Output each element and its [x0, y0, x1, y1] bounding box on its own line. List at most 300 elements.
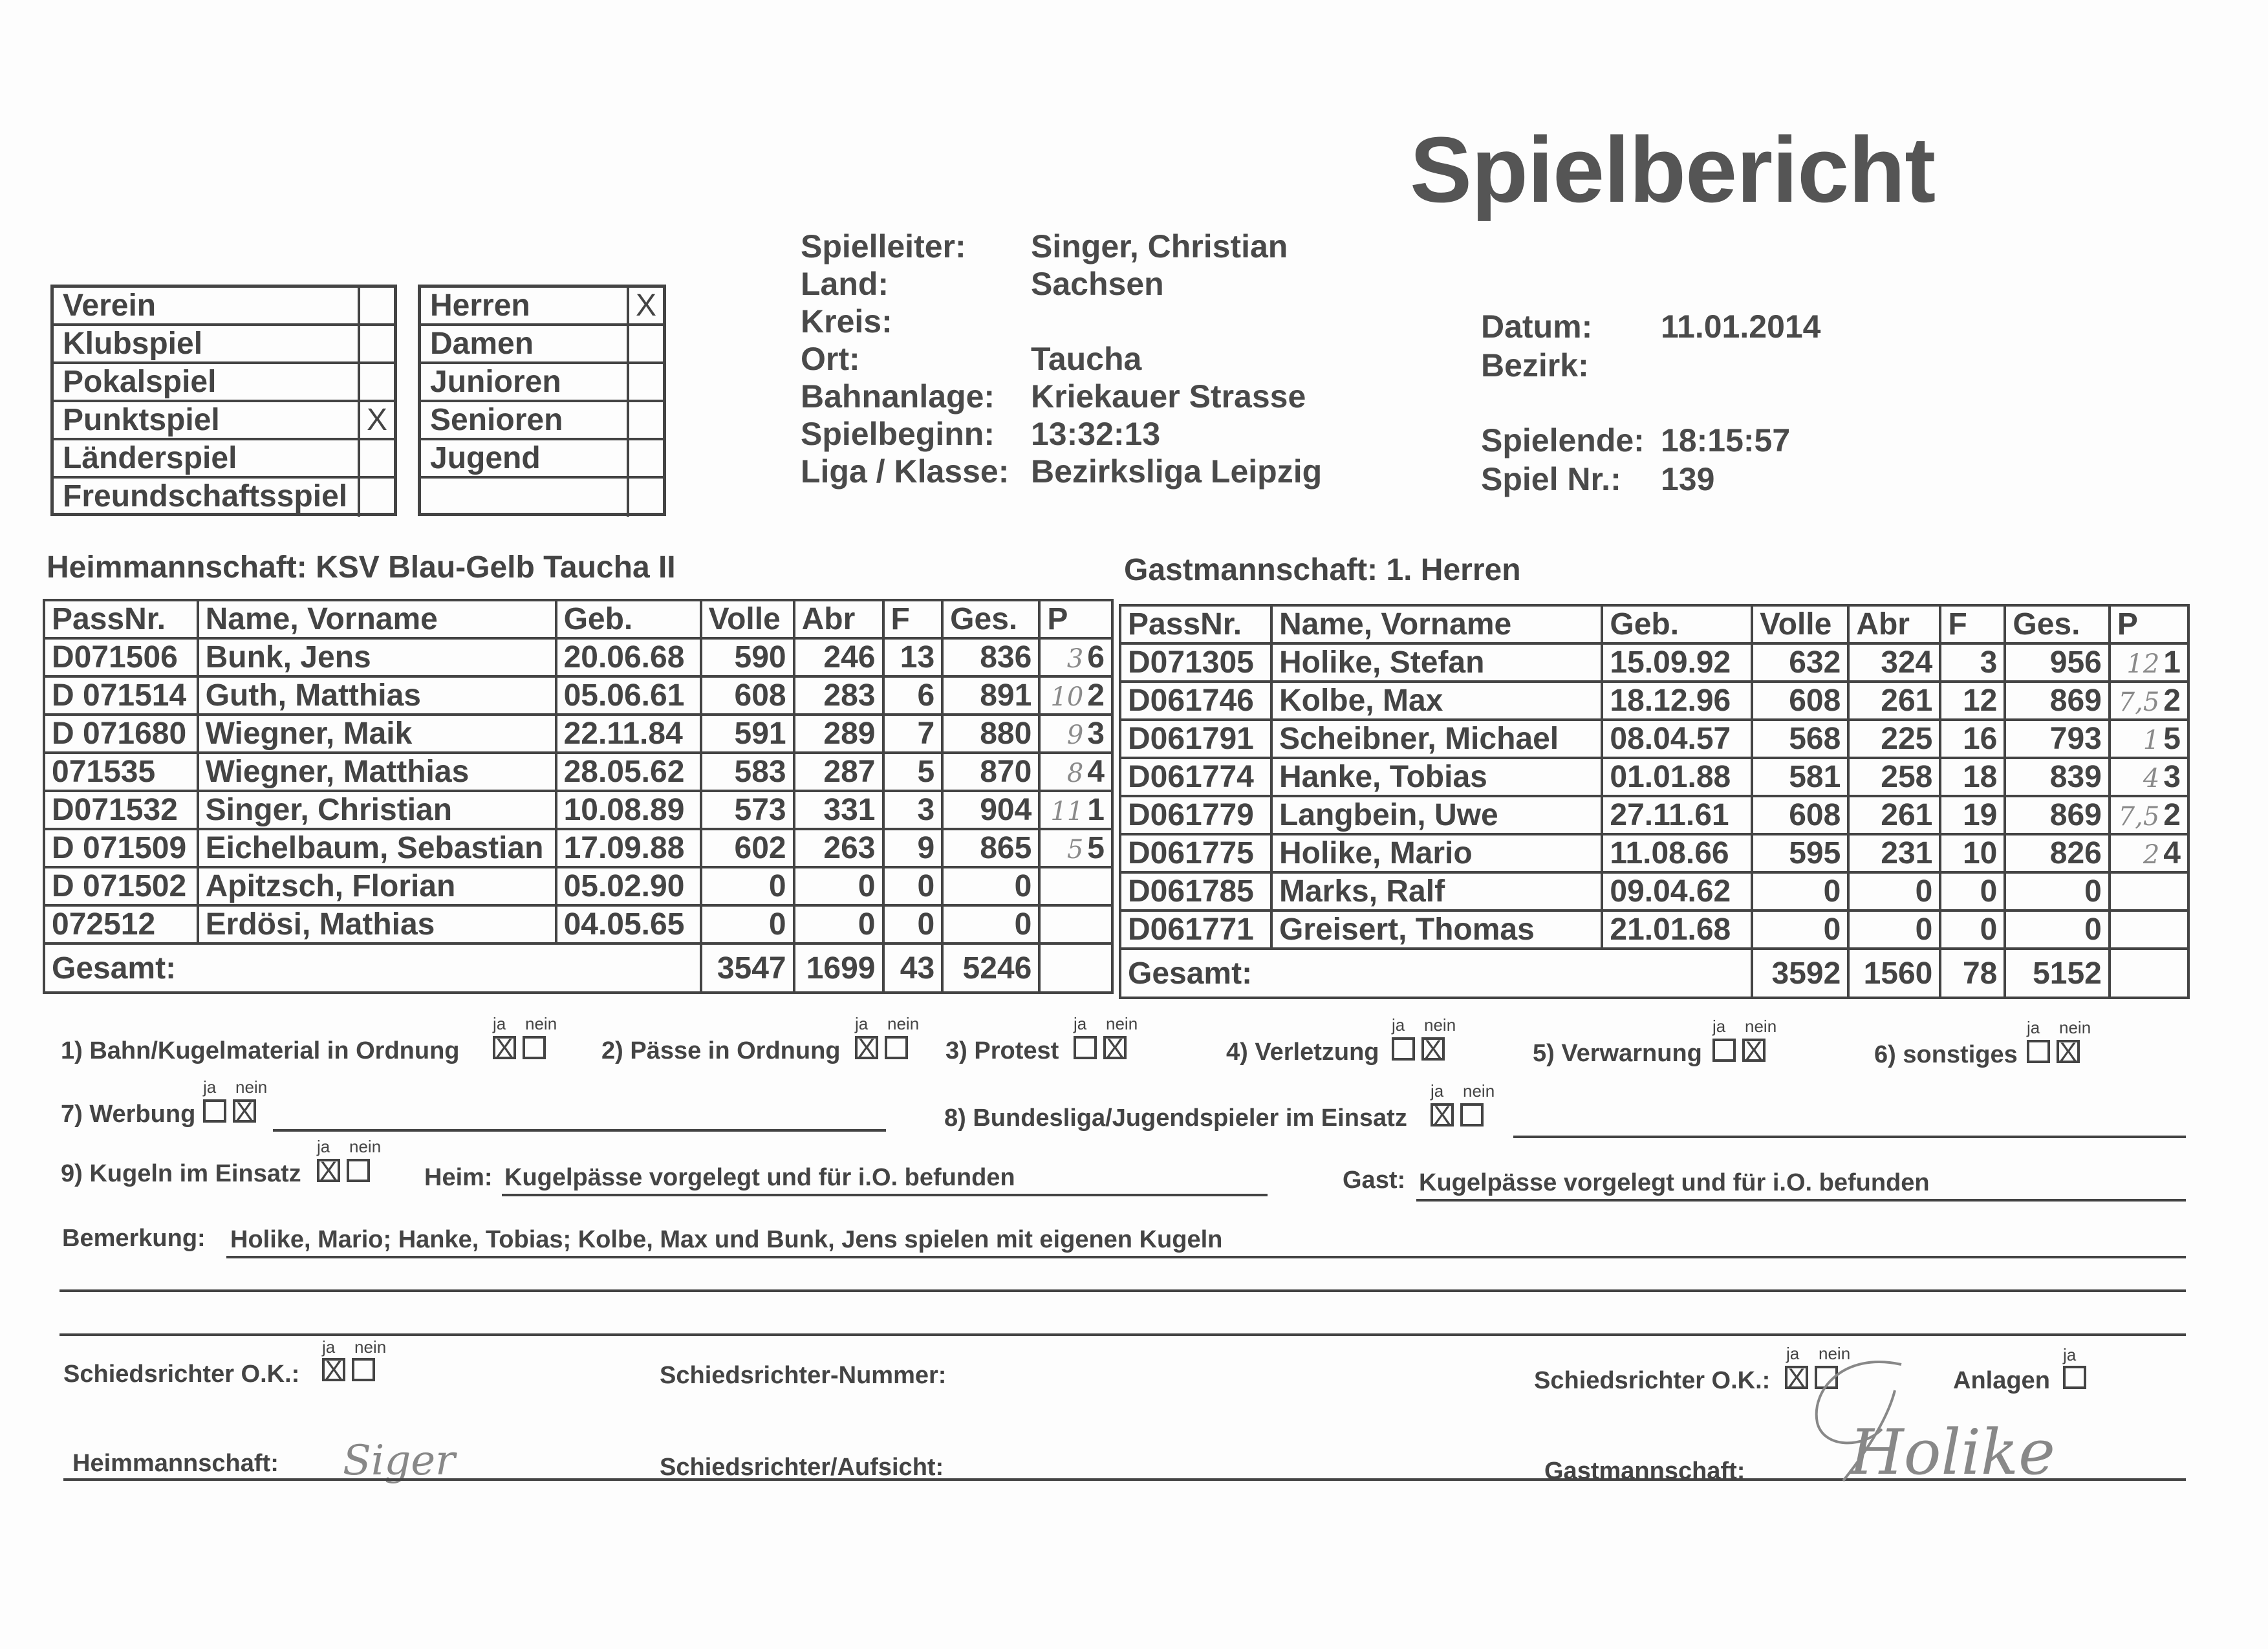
category-label: Senioren	[430, 403, 563, 437]
category-row	[421, 402, 663, 440]
cell-abr: 289	[794, 715, 883, 753]
cell-geb: 17.09.88	[556, 829, 701, 867]
cell-f: 19	[1940, 796, 2005, 834]
points-value: 2	[1087, 678, 1105, 713]
cell-ges: 956	[2005, 643, 2109, 682]
handwritten-points: 11	[1050, 797, 1084, 826]
cell-volle: 602	[701, 829, 794, 867]
handwritten-points: 8	[1066, 759, 1084, 788]
table-row	[1120, 643, 2188, 682]
cell-volle: 583	[701, 753, 794, 791]
bemerkung-line-2	[59, 1289, 2186, 1292]
cell-abr: 0	[1848, 911, 1940, 949]
cell-ges: 870	[942, 753, 1039, 791]
cell-geb: 22.11.84	[556, 715, 701, 753]
cell-geb: 11.08.66	[1602, 834, 1752, 872]
page-title: Spielbericht	[1410, 118, 1936, 222]
question-q5-nein-checkbox[interactable]: X	[1742, 1039, 1766, 1062]
question-q1-nein: nein	[525, 1014, 557, 1033]
cell-ges: 891	[942, 676, 1039, 715]
question-q1-ja-checkbox[interactable]: X	[493, 1036, 516, 1059]
match-type-checkbox[interactable]	[358, 440, 394, 476]
cell-p	[2110, 834, 2188, 872]
cell-abr: 263	[794, 829, 883, 867]
cell-p	[1039, 905, 1112, 943]
cell-pass: D071305	[1120, 643, 1271, 682]
handwritten-points: 7,5	[2118, 802, 2160, 832]
cell-name: Apitzsch, Florian	[198, 867, 556, 905]
cell-abr: 283	[794, 676, 883, 715]
total-row	[1120, 949, 2188, 998]
cell-volle: 568	[1752, 720, 1848, 758]
cell-abr: 261	[1848, 682, 1940, 720]
cell-f: 5	[883, 753, 943, 791]
cell-ges: 0	[2005, 911, 2109, 949]
anlagen-label: Anlagen	[1953, 1367, 2050, 1394]
cell-volle: 581	[1752, 758, 1848, 796]
question-q7-ja-checkbox[interactable]	[203, 1099, 226, 1123]
total-abr: 1560	[1848, 949, 1940, 998]
cell-volle: 591	[701, 715, 794, 753]
cell-ges: 880	[942, 715, 1039, 753]
table-row	[44, 905, 1112, 943]
home-team-heading	[47, 550, 676, 585]
cell-pass: D 071502	[44, 867, 198, 905]
heim-kugel-line	[502, 1194, 1268, 1196]
table-header-row	[44, 600, 1112, 638]
cell-p	[2110, 682, 2188, 720]
column-header: P	[1039, 600, 1112, 638]
total-abr: 1699	[794, 943, 883, 993]
cell-name: Wiegner, Maik	[198, 715, 556, 753]
category-checkbox[interactable]: X	[627, 288, 663, 323]
table-header-row	[1120, 605, 2188, 643]
column-header: F	[1940, 605, 2005, 643]
sr-ok-left-nein-checkbox[interactable]	[352, 1358, 375, 1381]
category-checkbox[interactable]	[627, 364, 663, 400]
cell-p	[2110, 720, 2188, 758]
spielnr-label: Spiel Nr.:	[1481, 461, 1621, 497]
question-q9-ja: ja	[317, 1137, 330, 1156]
cell-f: 7	[883, 715, 943, 753]
question-q4-ja-checkbox[interactable]	[1392, 1037, 1415, 1061]
cell-abr: 324	[1848, 643, 1940, 682]
cell-ges: 793	[2005, 720, 2109, 758]
question-q6-ja: ja	[2027, 1018, 2040, 1037]
question-q5-ja: ja	[1712, 1017, 1726, 1036]
meta-value: Taucha	[1031, 341, 1142, 377]
cell-geb: 27.11.61	[1602, 796, 1752, 834]
question-q9-nein: nein	[349, 1137, 382, 1156]
sr-ok-left-nein: nein	[354, 1337, 387, 1357]
question-q5-nein: nein	[1745, 1017, 1777, 1036]
cell-f: 16	[1940, 720, 2005, 758]
column-header: F	[883, 600, 943, 638]
sr-ok-left-label: Schiedsrichter O.K.:	[63, 1361, 300, 1388]
cell-geb: 20.06.68	[556, 638, 701, 676]
question-q7-ja: ja	[203, 1077, 217, 1097]
cell-f: 10	[1940, 834, 2005, 872]
heim-signature: Siger	[343, 1437, 455, 1485]
table-row	[1120, 911, 2188, 949]
spielende-label: Spielende:	[1481, 422, 1645, 458]
cell-f: 9	[883, 829, 943, 867]
meta-value: 13:32:13	[1031, 416, 1161, 452]
cell-ges: 826	[2005, 834, 2109, 872]
cell-geb: 04.05.65	[556, 905, 701, 943]
meta-label: Spielleiter:	[801, 228, 966, 264]
category-row	[421, 479, 663, 517]
datum-label: Datum:	[1481, 308, 1593, 345]
cell-geb: 08.04.57	[1602, 720, 1752, 758]
match-type-label: Punktspiel	[63, 403, 220, 437]
cell-abr: 0	[794, 867, 883, 905]
cell-geb: 09.04.62	[1602, 872, 1752, 911]
cell-pass: D 071514	[44, 676, 198, 715]
column-header: PassNr.	[44, 600, 198, 638]
question-q3-nein-checkbox[interactable]: X	[1103, 1036, 1127, 1059]
cell-pass: D061785	[1120, 872, 1271, 911]
question-q8-nein: nein	[1463, 1081, 1495, 1101]
question-q2-label: 2) Pässe in Ordnung	[601, 1037, 841, 1064]
cell-pass: D061746	[1120, 682, 1271, 720]
meta-value: Singer, Christian	[1031, 228, 1288, 264]
question-q8-nein-checkbox[interactable]	[1460, 1103, 1484, 1126]
gast-kugel-value: Kugelpässe vorgelegt und für i.O. befunden	[1419, 1169, 1930, 1196]
cell-volle: 0	[701, 867, 794, 905]
points-value: 6	[1087, 640, 1105, 674]
total-volle: 3592	[1752, 949, 1848, 998]
points-value: 4	[1087, 755, 1105, 789]
home-team-label: Heimmannschaft:	[47, 550, 307, 585]
sr-ok-right-ja-checkbox[interactable]: X	[1785, 1366, 1808, 1389]
total-ges: 5246	[942, 943, 1039, 993]
question-q8-ja: ja	[1431, 1081, 1444, 1101]
cell-f: 0	[1940, 872, 2005, 911]
cell-f: 3	[883, 791, 943, 829]
anlagen-ja: ja	[2063, 1345, 2077, 1364]
bundesliga-line	[1513, 1136, 2186, 1138]
cell-volle: 0	[1752, 872, 1848, 911]
cell-pass: D071532	[44, 791, 198, 829]
question-q6-nein-checkbox[interactable]: X	[2057, 1040, 2080, 1063]
cell-name: Greisert, Thomas	[1271, 911, 1602, 949]
cell-volle: 608	[701, 676, 794, 715]
question-q4-label: 4) Verletzung	[1226, 1039, 1379, 1066]
cell-name: Hanke, Tobias	[1271, 758, 1602, 796]
cell-f: 12	[1940, 682, 2005, 720]
table-row	[44, 715, 1112, 753]
table-row	[1120, 758, 2188, 796]
guest-team-name: 1. Herren	[1386, 553, 1521, 587]
home-player-table	[43, 599, 1114, 994]
total-label: Gesamt:	[1120, 949, 1752, 998]
column-header: Abr	[1848, 605, 1940, 643]
table-row	[1120, 834, 2188, 872]
question-q9-ja-checkbox[interactable]: X	[317, 1159, 340, 1182]
question-q4-nein-checkbox[interactable]: X	[1421, 1037, 1445, 1061]
handwritten-points: 3	[1066, 644, 1084, 674]
handwritten-points: 7,5	[2118, 687, 2160, 717]
match-type-label: Pokalspiel	[63, 365, 217, 399]
cell-pass: D 071509	[44, 829, 198, 867]
cell-pass: D061779	[1120, 796, 1271, 834]
match-type-row	[54, 326, 394, 364]
question-q6-nein: nein	[2059, 1018, 2091, 1037]
cell-name: Holike, Stefan	[1271, 643, 1602, 682]
cell-f: 13	[883, 638, 943, 676]
points-value: 5	[1087, 831, 1105, 865]
category-label	[421, 479, 627, 517]
table-row	[1120, 796, 2188, 834]
cell-ges: 0	[2005, 872, 2109, 911]
cell-p	[1039, 829, 1112, 867]
meta-label: Spielbeginn:	[801, 416, 995, 452]
points-value: 1	[2163, 645, 2181, 680]
match-type-row	[54, 402, 394, 440]
match-type-checkbox[interactable]: X	[358, 402, 394, 438]
anlagen-checkbox[interactable]	[2063, 1366, 2086, 1389]
bezirk-label: Bezirk:	[1481, 347, 1589, 383]
total-p	[1039, 943, 1112, 993]
sr-ok-left-ja: ja	[322, 1337, 336, 1357]
category-checkbox[interactable]	[627, 479, 663, 517]
cell-ges: 836	[942, 638, 1039, 676]
cell-ges: 839	[2005, 758, 2109, 796]
cell-name: Holike, Mario	[1271, 834, 1602, 872]
question-q6-ja-checkbox[interactable]	[2027, 1040, 2050, 1063]
column-header: Abr	[794, 600, 883, 638]
spielende-value: 18:15:57	[1661, 422, 1791, 458]
cell-f: 6	[883, 676, 943, 715]
question-q4-nein: nein	[1424, 1015, 1456, 1035]
match-type-label: Klubspiel	[63, 327, 203, 361]
sr-ok-right-nein: nein	[1819, 1344, 1851, 1363]
category-label: Herren	[430, 288, 530, 323]
category-row	[421, 326, 663, 364]
cell-name: Guth, Matthias	[198, 676, 556, 715]
category-label: Damen	[430, 327, 534, 361]
cell-name: Erdösi, Mathias	[198, 905, 556, 943]
category-label: Jugend	[430, 441, 541, 475]
cell-p	[2110, 796, 2188, 834]
match-type-checkbox[interactable]	[358, 479, 394, 517]
handwritten-points: 10	[1050, 682, 1084, 712]
column-header: Name, Vorname	[198, 600, 556, 638]
category-label: Junioren	[430, 365, 561, 399]
table-row	[1120, 720, 2188, 758]
cell-volle: 0	[701, 905, 794, 943]
column-header: Name, Vorname	[1271, 605, 1602, 643]
cell-abr: 261	[1848, 796, 1940, 834]
handwritten-points: 12	[2126, 649, 2160, 679]
points-value: 4	[2163, 836, 2181, 870]
sr-ok-right-label: Schiedsrichter O.K.:	[1534, 1367, 1771, 1394]
meta-label: Ort:	[801, 341, 860, 377]
cell-pass: 071535	[44, 753, 198, 791]
cell-geb: 15.09.92	[1602, 643, 1752, 682]
match-type-row	[54, 479, 394, 517]
category-row	[421, 364, 663, 402]
datum-value: 11.01.2014	[1661, 308, 1821, 345]
guest-team-heading	[1124, 552, 1521, 588]
cell-p	[1039, 867, 1112, 905]
cell-geb: 10.08.89	[556, 791, 701, 829]
cell-pass: D 071680	[44, 715, 198, 753]
cell-f: 0	[883, 867, 943, 905]
match-type-row	[54, 364, 394, 402]
cell-geb: 05.02.90	[556, 867, 701, 905]
cell-p	[1039, 791, 1112, 829]
cell-f: 3	[1940, 643, 2005, 682]
question-q9-nein-checkbox[interactable]	[347, 1159, 370, 1182]
category-row	[421, 288, 663, 326]
table-row	[1120, 682, 2188, 720]
werbung-line	[273, 1129, 886, 1132]
points-value: 2	[2163, 684, 2181, 718]
handwritten-points: 4	[2143, 764, 2160, 793]
category-checkbox[interactable]	[627, 440, 663, 476]
handwritten-points: 5	[1066, 835, 1084, 865]
question-q3-nein: nein	[1106, 1014, 1138, 1033]
question-q7-label: 7) Werbung	[61, 1101, 196, 1128]
cell-p	[2110, 872, 2188, 911]
cell-name: Singer, Christian	[198, 791, 556, 829]
cell-abr: 258	[1848, 758, 1940, 796]
table-row	[44, 829, 1112, 867]
match-type-checkbox[interactable]	[358, 364, 394, 400]
cell-ges: 0	[942, 867, 1039, 905]
question-q2-nein: nein	[887, 1014, 920, 1033]
cell-name: Eichelbaum, Sebastian	[198, 829, 556, 867]
cell-abr: 0	[794, 905, 883, 943]
match-type-box	[50, 285, 397, 516]
cell-ges: 869	[2005, 682, 2109, 720]
cell-p	[1039, 715, 1112, 753]
total-f: 43	[883, 943, 943, 993]
cell-abr: 287	[794, 753, 883, 791]
column-header: Ges.	[2005, 605, 2109, 643]
question-q2-nein-checkbox[interactable]	[885, 1036, 908, 1059]
handwritten-points: 9	[1066, 720, 1084, 750]
question-q2-ja: ja	[855, 1014, 869, 1033]
cell-geb: 21.01.68	[1602, 911, 1752, 949]
cell-ges: 865	[942, 829, 1039, 867]
cell-geb: 28.05.62	[556, 753, 701, 791]
question-q2-ja-checkbox[interactable]: X	[855, 1036, 878, 1059]
question-q8-ja-checkbox[interactable]: X	[1431, 1103, 1454, 1126]
question-q5-ja-checkbox[interactable]	[1712, 1039, 1736, 1062]
table-row	[44, 638, 1112, 676]
cell-p	[1039, 676, 1112, 715]
question-q7-nein-checkbox[interactable]: X	[233, 1099, 256, 1123]
meta-label: Kreis:	[801, 303, 892, 339]
cell-geb: 05.06.61	[556, 676, 701, 715]
question-q1-nein-checkbox[interactable]	[523, 1036, 546, 1059]
question-q7-nein: nein	[235, 1077, 268, 1097]
handwritten-points: 1	[2143, 726, 2160, 755]
cell-name: Kolbe, Max	[1271, 682, 1602, 720]
match-type-checkbox[interactable]	[358, 326, 394, 361]
cell-pass: D061775	[1120, 834, 1271, 872]
cell-geb: 01.01.88	[1602, 758, 1752, 796]
category-checkbox[interactable]	[627, 326, 663, 361]
question-q1-ja: ja	[493, 1014, 506, 1033]
meta-value: Bezirksliga Leipzig	[1031, 453, 1323, 490]
meta-label: Land:	[801, 266, 889, 302]
cell-f: 18	[1940, 758, 2005, 796]
cell-volle: 595	[1752, 834, 1848, 872]
sr-ok-left-ja-checkbox[interactable]: X	[322, 1358, 345, 1381]
question-q1-label: 1) Bahn/Kugelmaterial in Ordnung	[61, 1037, 460, 1064]
cell-abr: 225	[1848, 720, 1940, 758]
table-row	[44, 753, 1112, 791]
table-row	[44, 676, 1112, 715]
question-q3-ja-checkbox[interactable]	[1074, 1036, 1097, 1059]
match-type-row	[54, 288, 394, 326]
bemerkung-line-3	[59, 1333, 2186, 1336]
column-header: Geb.	[556, 600, 701, 638]
cell-p	[2110, 758, 2188, 796]
cell-pass: 072512	[44, 905, 198, 943]
cell-volle: 0	[1752, 911, 1848, 949]
cell-name: Scheibner, Michael	[1271, 720, 1602, 758]
cell-name: Bunk, Jens	[198, 638, 556, 676]
cell-ges: 0	[942, 905, 1039, 943]
cell-pass: D061771	[1120, 911, 1271, 949]
points-value: 2	[2163, 798, 2181, 832]
bemerkung-label: Bemerkung:	[62, 1225, 206, 1252]
category-row	[421, 440, 663, 479]
cell-volle: 632	[1752, 643, 1848, 682]
guest-team-label: Gastmannschaft:	[1124, 553, 1378, 587]
column-header: Geb.	[1602, 605, 1752, 643]
cell-abr: 246	[794, 638, 883, 676]
question-q6-label: 6) sonstiges	[1874, 1041, 2018, 1068]
match-type-label: Länderspiel	[63, 441, 237, 475]
cell-ges: 904	[942, 791, 1039, 829]
total-label: Gesamt:	[44, 943, 701, 993]
points-value: 5	[2163, 722, 2181, 756]
category-checkbox[interactable]	[627, 402, 663, 438]
column-header: Volle	[701, 600, 794, 638]
cell-name: Marks, Ralf	[1271, 872, 1602, 911]
cell-p	[2110, 643, 2188, 682]
cell-pass: D061774	[1120, 758, 1271, 796]
total-volle: 3547	[701, 943, 794, 993]
cell-abr: 0	[1848, 872, 1940, 911]
column-header: PassNr.	[1120, 605, 1271, 643]
cell-volle: 608	[1752, 796, 1848, 834]
question-q8-label: 8) Bundesliga/Jugendspieler im Einsatz	[944, 1105, 1407, 1132]
sr-aufsicht-label: Schiedsrichter/Aufsicht:	[660, 1454, 944, 1481]
bemerkung-line-1	[226, 1256, 2186, 1258]
sr-ok-right-ja: ja	[1786, 1344, 1800, 1363]
cell-pass: D061791	[1120, 720, 1271, 758]
table-row	[44, 867, 1112, 905]
meta-label: Bahnanlage:	[801, 378, 995, 415]
column-header: P	[2110, 605, 2188, 643]
total-f: 78	[1940, 949, 2005, 998]
question-q4-ja: ja	[1392, 1015, 1405, 1035]
cell-name: Wiegner, Matthias	[198, 753, 556, 791]
gast-kugel-line	[1416, 1199, 2186, 1202]
gast-sign-label: Gastmannschaft:	[1544, 1458, 1745, 1485]
cell-p	[1039, 753, 1112, 791]
spielnr-value: 139	[1661, 461, 1715, 497]
match-type-checkbox[interactable]	[358, 288, 394, 323]
question-q3-ja: ja	[1074, 1014, 1087, 1033]
